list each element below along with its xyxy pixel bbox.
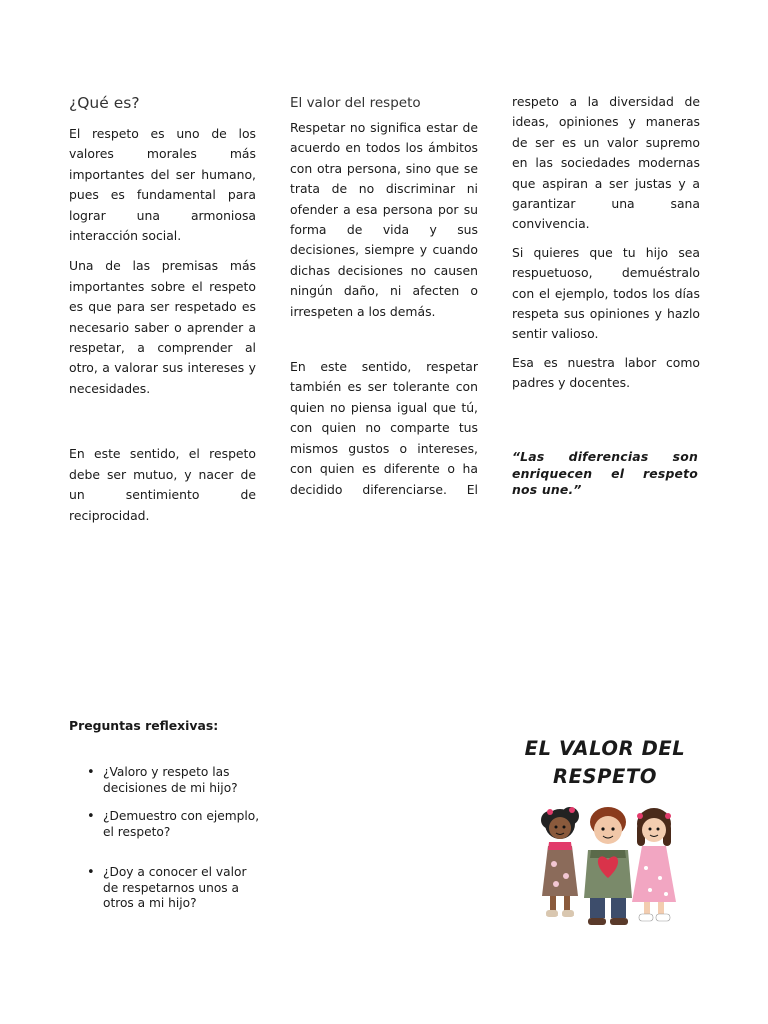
reflexivas-title: Preguntas reflexivas: [69,718,219,733]
column-continuation [512,92,700,394]
paragraph: Una de las premisas más importantes sobre el respeto es que para ser respetado es necesario saber o aprender a respetar, a comprender al otro, a valorar sus intereses y necesidades. [69,258,256,396]
paragraph: El respeto es uno de los valores morales más importantes del ser humano, pues es fundamental para lograr una armoniosa interacción social. [69,126,256,244]
paragraph: Esa es nuestra labor como padres y docentes. [512,354,700,391]
heading-valor-del-respeto: El valor del respeto [290,95,421,111]
paragraph: En este sentido, respetar también es ser tolerante con quien no piensa igual que tú, con quien no comparte tus mismos gustos o intereses, con quien es diferente o ha decidido diferenciarse. El [290,359,478,497]
paragraph: En este sentido, el respeto debe ser mutuo, y nacer de un sentimiento de reciprocidad. [69,446,256,523]
boy-middle-figure [584,807,632,925]
list-item: • ¿Demuestro con ejemplo, el respeto? [103,809,263,840]
quote: “Las diferencias son enriquecen el respeto nos une.” [512,449,698,497]
girl-right-figure [632,808,676,921]
column-valor-del-respeto [290,118,478,500]
cover-title: EL VALOR DEL RESPETO [524,737,686,788]
paragraph: respeto a la diversidad de ideas, opiniones y maneras de ser es un valor supremo en las sociedades modernas que aspiran a ser justas y a garantizar una sana convivencia. [512,94,700,232]
paragraph: Si quieres que tu hijo sea respuetuoso, demuéstralo con el ejemplo, todos los días respeta sus opiniones y hazlo sentir valioso. [512,244,700,342]
column-que-es [69,124,256,526]
list-item: • ¿Valoro y respeto las decisiones de mi hijo? [103,765,263,796]
paragraph: Respetar no significa estar de acuerdo en todos los ámbitos con otra persona, sino que se trata de no discriminar ni ofender a esa persona por su forma de vida y sus decisiones, siempre y cuando dichas decisiones no causen ningún daño, ni afecten o irrespeten a los demás. [290,120,478,319]
list-item: • ¿Doy a conocer el valor de respetarnos unos a otros a mi hijo? [103,865,263,912]
heading-que-es: ¿Qué es? [69,94,140,112]
children-illustration [528,798,688,930]
girl-left-figure [541,807,579,917]
